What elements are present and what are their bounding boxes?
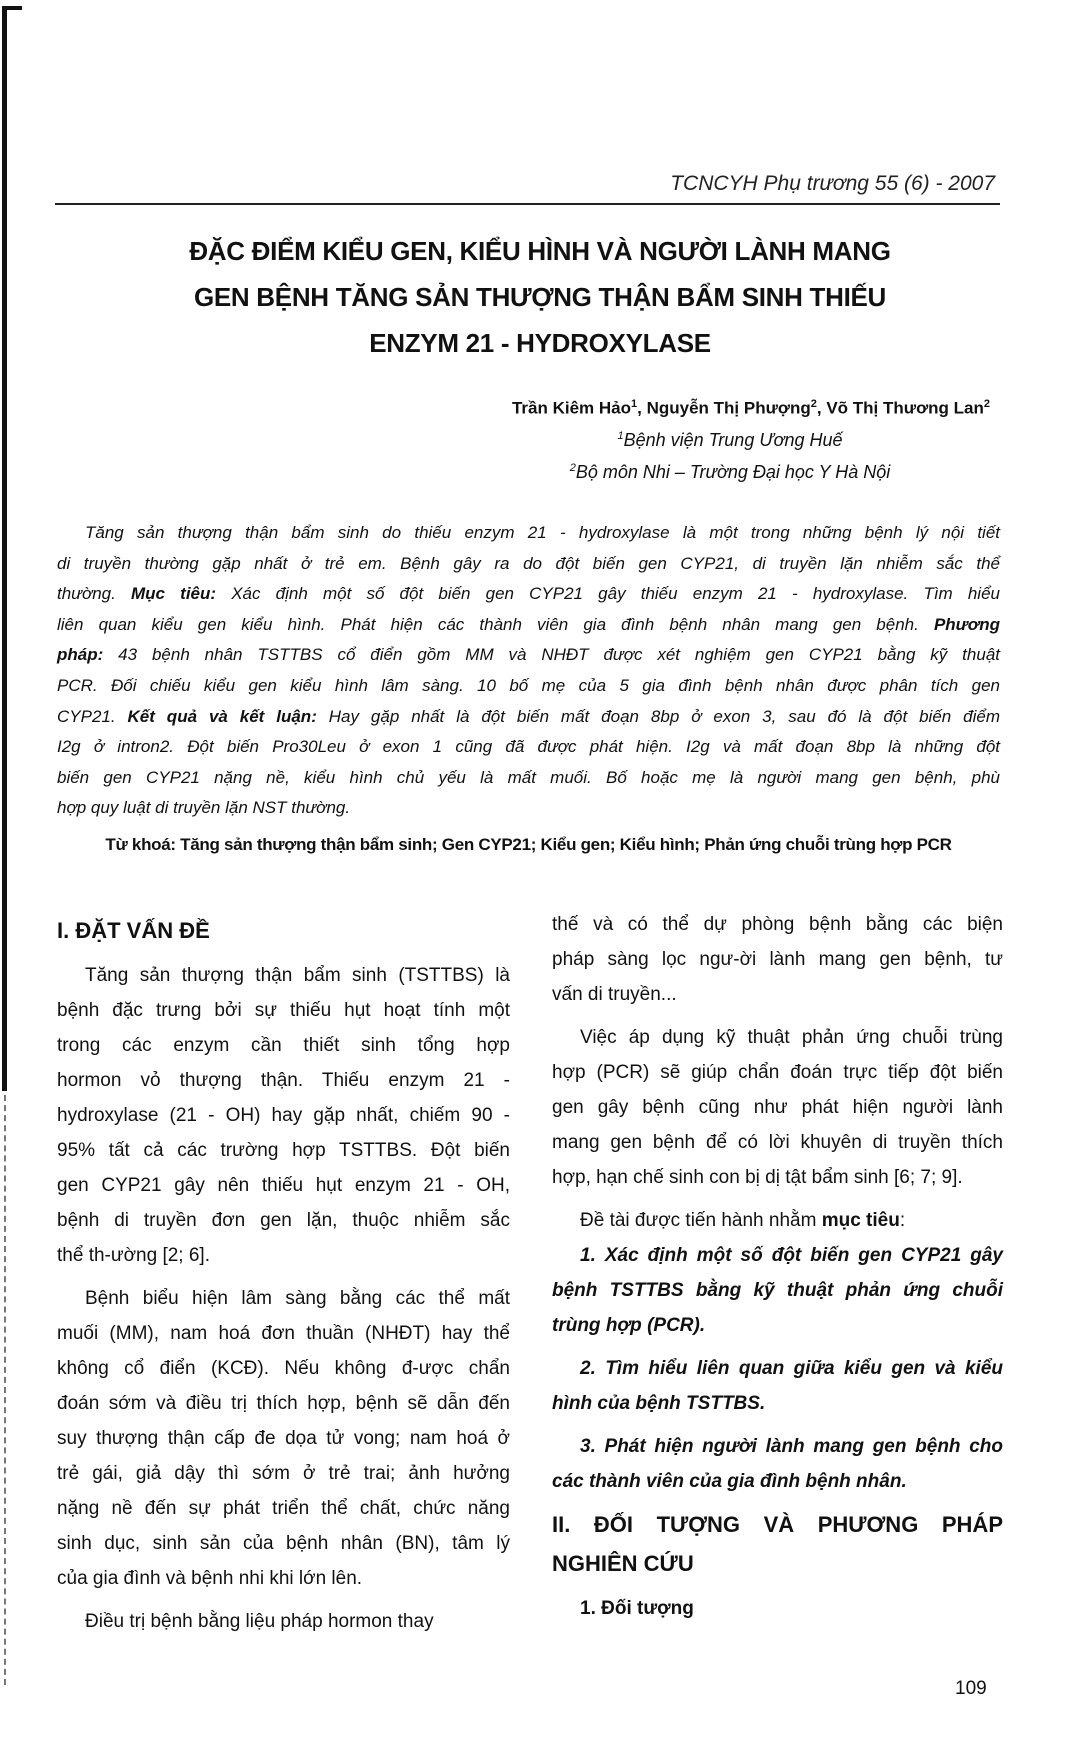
- abstract-bold-label: Kết quả và kết luận:: [127, 706, 317, 726]
- subheading: 1. Đối tượng: [580, 1598, 694, 1619]
- paragraph-line: 2. Tìm hiểu liên quan giữa kiểu gen và kiểu: [580, 1358, 1003, 1379]
- author-sep: ,: [637, 398, 647, 418]
- keywords: Từ khoá: Tăng sản thượng thận bẩm sinh; Gen CYP21; Kiểu gen; Kiểu hình; Phản ứng chuỗi trùng hợp PCR: [105, 835, 952, 854]
- paragraph: [57, 1604, 510, 1639]
- left-column: [57, 913, 510, 1639]
- author-sup: 2: [810, 398, 817, 410]
- abstract-text: PCR. Đối chiếu kiểu gen kiểu hình lâm sàng. 10 bố mẹ của 5 gia đình bệnh nhân được phân tích gen: [57, 675, 1000, 695]
- heading-line: NGHIÊN CỨU: [552, 1551, 694, 1576]
- paragraph: [552, 1351, 1003, 1421]
- author-sup: 2: [983, 398, 990, 410]
- abstract-line: [57, 640, 1000, 671]
- abstract-bold-label: pháp:: [57, 645, 104, 665]
- paragraph: [552, 907, 1003, 1012]
- scan-edge-corner: [2, 6, 22, 10]
- paragraph-line: pháp sàng lọc ngư-ời lành mang gen bệnh, tư: [552, 949, 1003, 970]
- paragraph-line: các thành viên của gia đình bệnh nhân.: [552, 1471, 907, 1492]
- abstract-text: biến gen CYP21 nặng nề, kiểu hình chủ yếu là mất muối. Bố hoặc mẹ là người mang gen bệnh, phù: [57, 767, 1000, 787]
- abstract-line: [57, 579, 1000, 610]
- right-column: [552, 907, 1003, 1626]
- abstract-text: CYP21.: [57, 706, 128, 726]
- paragraph-line: bệnh di truyền đơn gen lặn, thuộc nhiễm sắc: [57, 1210, 510, 1231]
- affil-text: Bộ môn Nhi – Trường Đại học Y Hà Nội: [575, 462, 891, 482]
- paragraph-line: sinh dục, sinh sản của bệnh nhân (BN), tâm lý: [57, 1533, 510, 1554]
- authors: [380, 398, 990, 419]
- scan-edge-bar: [2, 6, 7, 1091]
- abstract-bold-label: Phương: [933, 614, 1000, 634]
- paragraph-line: Tăng sản thượng thận bẩm sinh (TSTTBS) là: [85, 965, 510, 986]
- abstract-text: Xác định một số đột biến gen CYP21 gây thiếu enzym 21 - hydroxylase. Tìm hiểu: [216, 584, 1000, 604]
- abstract-text: 43 bệnh nhân TSTTBS cổ điển gồm MM và NHĐT được xét nghiệm gen CYP21 bằng kỹ thuật: [103, 645, 1000, 665]
- paragraph-line: thể th-ường [2; 6].: [57, 1245, 210, 1266]
- title-line: ENZYM 21 - HYDROXYLASE: [369, 328, 711, 358]
- abstract-text: I2g ở intron2. Đột biến Pro30Leu ở exon 1 cũng đã được phát hiện. I2g và mất đoạn 8bp là những đột: [57, 737, 1000, 757]
- paragraph-line: 3. Phát hiện người lành mang gen bệnh cho: [580, 1436, 1003, 1457]
- header-rule: [55, 203, 1000, 205]
- aim-text: Đề tài được tiến hành nhằm: [580, 1210, 822, 1231]
- abstract-text: liên quan kiểu gen kiểu hình. Phát hiện các thành viên gia đình bệnh nhân mang gen bệnh.: [57, 614, 934, 634]
- abstract-line: [57, 763, 1000, 794]
- section-heading-1: I. ĐẶT VẤN ĐỀ: [57, 918, 210, 943]
- abstract-line: [57, 793, 1000, 824]
- paragraph-line: Bệnh biểu hiện lâm sàng bằng các thể mất: [85, 1288, 510, 1309]
- paragraph: [552, 1020, 1003, 1195]
- paragraph: [57, 1281, 510, 1596]
- paragraph-line: 1. Xác định một số đột biến gen CYP21 gây: [580, 1245, 1003, 1266]
- paragraph-line: hydroxylase (21 - OH) hay gặp nhất, chiếm 90 -: [57, 1105, 510, 1126]
- paragraph-line: Điều trị bệnh bằng liệu pháp hormon thay: [85, 1611, 434, 1632]
- abstract-text: thường.: [57, 584, 132, 604]
- paragraph-line: hợp (PCR) sẽ giúp chẩn đoán trực tiếp đột biến: [552, 1062, 1003, 1083]
- paragraph-line: suy thượng thận cấp đe dọa tử vong; nam hoá ở: [57, 1428, 510, 1449]
- paragraph-line: hợp, hạn chế sinh con bị dị tật bẩm sinh [6; 7; 9].: [552, 1167, 963, 1188]
- author-sep: ,: [816, 398, 827, 418]
- paragraph-line: không cổ điển (KCĐ). Nếu không đ-ược chẩn: [57, 1358, 510, 1379]
- paragraph-line: đoán sớm và điều trị thích hợp, bệnh sẽ dẫn đến: [57, 1393, 510, 1414]
- affiliation-1: [480, 430, 980, 451]
- affil-sup: 1: [617, 430, 624, 442]
- paragraph-line: thế và có thể dự phòng bệnh bằng các biện: [552, 914, 1003, 935]
- aim-colon: :: [899, 1210, 906, 1231]
- affil-text: Bệnh viện Trung Ương Huế: [623, 430, 843, 450]
- paragraph-line: vấn di truyền...: [552, 984, 677, 1005]
- paragraph-line: hình của bệnh TSTTBS.: [552, 1393, 766, 1414]
- paragraph-line: trẻ gái, giả dậy thì sớm ở trẻ trai; ảnh hưởng: [57, 1463, 510, 1484]
- paragraph-line: hormon vỏ thượng thận. Thiếu enzym 21 -: [57, 1070, 510, 1091]
- scan-edge-dots: [4, 1095, 6, 1685]
- aim-label: mục tiêu: [821, 1210, 900, 1231]
- paragraph-line: nặng nề đến sự phát triển thể chất, chức năng: [57, 1498, 510, 1519]
- abstract-text: hợp quy luật di truyền lặn NST thường.: [57, 798, 351, 818]
- abstract-line: [57, 671, 1000, 702]
- abstract-line: [57, 610, 1000, 641]
- affil-sup: 2: [569, 462, 576, 474]
- paragraph-line: mang gen bệnh để có lời khuyên di truyền thích: [552, 1132, 1003, 1153]
- paragraph-line: Việc áp dụng kỹ thuật phản ứng chuỗi trùng: [580, 1027, 1003, 1048]
- title-line: GEN BỆNH TĂNG SẢN THƯỢNG THẬN BẨM SINH THIẾU: [193, 282, 887, 312]
- paragraph-line: bệnh TSTTBS bằng kỹ thuật phản ứng chuỗi: [552, 1280, 1003, 1301]
- article-title: [60, 228, 1020, 366]
- journal-header: TCNCYH Phụ trương 55 (6) - 2007: [670, 172, 995, 195]
- abstract-text: Hay gặp nhất là đột biến mất đoạn 8bp ở exon 3, sau đó là đột biến điểm: [316, 706, 1000, 726]
- abstract-line: [57, 549, 1000, 580]
- aim-intro: [552, 1203, 1003, 1238]
- author-name: Nguyễn Thị Phượng: [646, 398, 811, 418]
- page-number: 109: [955, 1678, 987, 1699]
- paragraph-line: trong các enzym cần thiết sinh tổng hợp: [57, 1035, 510, 1056]
- paragraph: [552, 1238, 1003, 1343]
- abstract-bold-label: Mục tiêu:: [131, 584, 217, 604]
- title-line: ĐẶC ĐIỂM KIỂU GEN, KIỂU HÌNH VÀ NGƯỜI LÀNH MANG: [189, 236, 891, 266]
- heading-line: II. ĐỐI TƯỢNG VÀ PHƯƠNG PHÁP: [552, 1512, 1003, 1537]
- abstract: [57, 518, 1000, 824]
- abstract-text: Tăng sản thượng thận bẩm sinh do thiếu enzym 21 - hydroxylase là một trong những bệnh lý nội tiết: [85, 523, 1000, 542]
- paragraph: [57, 958, 510, 1273]
- paragraph-line: gen gây bệnh cũng như phát hiện người lành: [552, 1097, 1003, 1118]
- author-sup: 1: [631, 398, 638, 410]
- abstract-text: di truyền thường gặp nhất ở trẻ em. Bệnh gây ra do đột biến gen CYP21, di truyền lặn nhiễm sắc thể: [57, 553, 1000, 573]
- paragraph-line: gen CYP21 gây nên thiếu hụt enzym 21 - OH,: [57, 1175, 510, 1196]
- paragraph-line: của gia đình và bệnh nhi khi lớn lên.: [57, 1568, 363, 1589]
- paragraph: [552, 1429, 1003, 1499]
- abstract-line: [57, 732, 1000, 763]
- paragraph-line: bệnh đặc trưng bởi sự thiếu hụt hoạt tính một: [57, 1000, 510, 1021]
- affiliation-2: [480, 462, 980, 483]
- abstract-line: [57, 518, 1000, 549]
- abstract-line: [57, 702, 1000, 733]
- author-name: Võ Thị Thương Lan: [826, 398, 984, 418]
- paragraph-line: trùng hợp (PCR).: [552, 1315, 706, 1336]
- section-heading-2: [552, 1505, 1003, 1583]
- paragraph-line: 95% tất cả các trường hợp TSTTBS. Đột biến: [57, 1140, 510, 1161]
- author-name: Trần Kiêm Hảo: [511, 398, 631, 418]
- paragraph-line: muối (MM), nam hoá đơn thuần (NHĐT) hay thể: [57, 1323, 510, 1344]
